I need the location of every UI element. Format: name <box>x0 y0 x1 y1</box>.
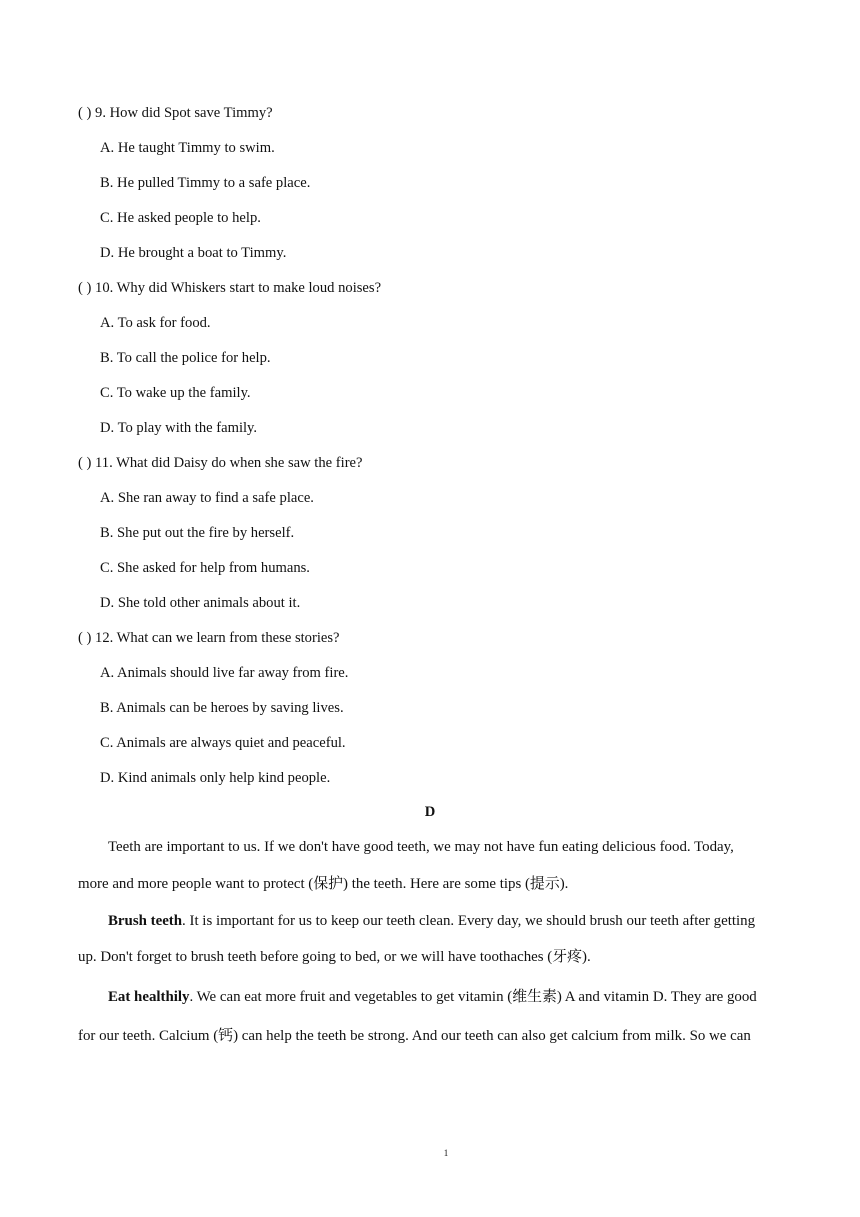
paragraph-2-line-1: Brush teeth. It is important for us to keep our teeth clean. Every day, we should brush our teeth after getting <box>108 913 756 929</box>
option-9d: D. He brought a boat to Timmy. <box>100 245 287 261</box>
option-12a: A. Animals should live far away from fire. <box>100 665 349 681</box>
option-12b: B. Animals can be heroes by saving lives. <box>100 700 344 716</box>
paragraph-3-line-2: for our teeth. Calcium (钙) can help the teeth be strong. And our teeth can also get calcium from milk. So we can <box>78 1028 751 1044</box>
option-12c: C. Animals are always quiet and peaceful. <box>100 735 346 751</box>
paragraph-1-line-2: more and more people want to protect (保护) the teeth. Here are some tips (提示). <box>78 876 569 892</box>
option-10a: A. To ask for food. <box>100 315 211 331</box>
question-9 <box>78 104 273 122</box>
question-stem: 9. How did Spot save Timmy? <box>95 105 273 121</box>
option-10c: C. To wake up the family. <box>100 385 251 401</box>
option-9b: B. He pulled Timmy to a safe place. <box>100 175 311 191</box>
question-10 <box>78 279 381 297</box>
paragraph-3-line-1: Eat healthily. We can eat more fruit and vegetables to get vitamin (维生素) A and vitamin D. They are good <box>108 989 757 1005</box>
question-12 <box>78 629 340 647</box>
passage-title: D <box>424 804 436 820</box>
option-11b: B. She put out the fire by herself. <box>100 525 295 541</box>
answer-bracket: ( ) <box>78 105 92 121</box>
question-stem: 12. What can we learn from these stories? <box>95 630 340 646</box>
question-stem: 10. Why did Whiskers start to make loud noises? <box>95 280 382 296</box>
option-10d: D. To play with the family. <box>100 420 258 436</box>
page-number: 1 <box>443 1148 449 1158</box>
option-11d: D. She told other animals about it. <box>100 595 301 611</box>
answer-bracket: ( ) <box>78 630 92 646</box>
option-12d: D. Kind animals only help kind people. <box>100 770 331 786</box>
answer-bracket: ( ) <box>78 280 92 296</box>
tip-heading-eat-healthily: Eat healthily <box>108 989 190 1005</box>
question-11 <box>78 454 363 472</box>
paragraph-2-line-2: up. Don't forget to brush teeth before going to bed, or we will have toothaches (牙疼). <box>78 949 591 965</box>
question-stem: 11. What did Daisy do when she saw the fire? <box>95 455 363 471</box>
option-11c: C. She asked for help from humans. <box>100 560 310 576</box>
option-10b: B. To call the police for help. <box>100 350 271 366</box>
tip-heading-brush-teeth: Brush teeth <box>108 913 183 929</box>
paragraph-1-line-1: Teeth are important to us. If we don't have good teeth, we may not have fun eating delicious food. Today, <box>108 839 734 855</box>
option-9c: C. He asked people to help. <box>100 210 261 226</box>
answer-bracket: ( ) <box>78 455 92 471</box>
option-11a: A. She ran away to find a safe place. <box>100 490 314 506</box>
option-9a: A. He taught Timmy to swim. <box>100 140 275 156</box>
